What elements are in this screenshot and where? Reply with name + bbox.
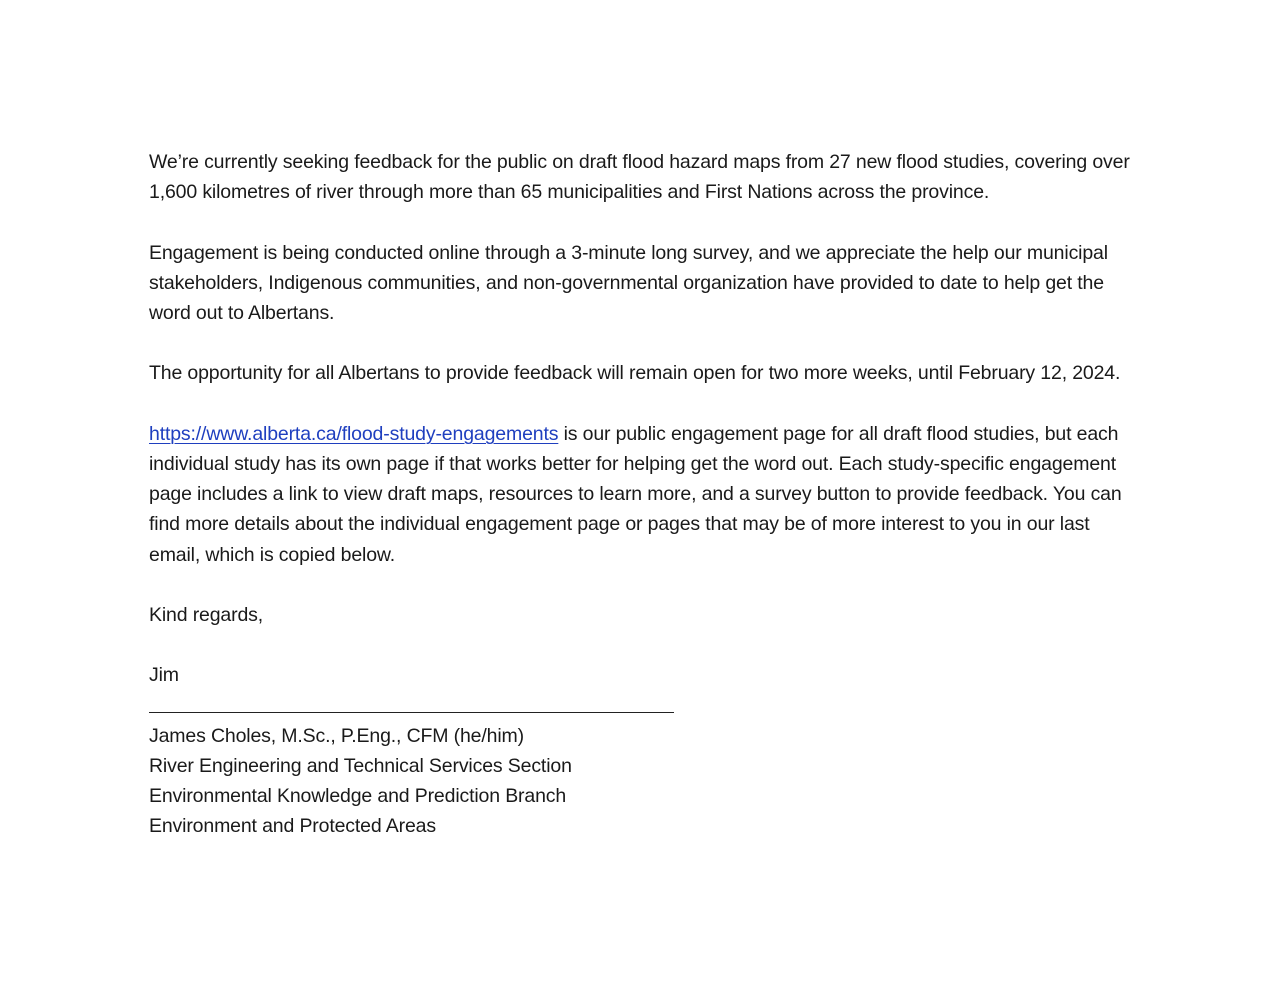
signature-divider	[149, 691, 674, 713]
engagement-page-text: is our public engagement page for all draft flood studies, but each individual study has its own page if that works better for helping get the word out. Each study-specific engagement page includes a link to view draft maps, resources to learn more, and a survey button to provide feedback. You can find more details about the individual engagement page or pages that may be of more interest to you in our last email, which is copied below.	[149, 422, 1122, 566]
signature-branch: Environmental Knowledge and Prediction Branch	[149, 784, 567, 807]
deadline-paragraph: The opportunity for all Albertans to provide feedback will remain open for two more weeks, until February 12, 2024.	[149, 362, 1121, 385]
signature-name: James Choles, M.Sc., P.Eng., CFM (he/him)	[149, 724, 524, 747]
engagement-paragraph: Engagement is being conducted online through a 3-minute long survey, and we appreciate the help our municipal stakeholders, Indigenous communities, and non-governmental organization have provided to date to help get the word out to Albertans.	[149, 241, 1108, 324]
email-body	[149, 147, 1134, 841]
spacer	[149, 389, 1134, 419]
intro-paragraph: We’re currently seeking feedback for the public on draft flood hazard maps from 27 new flood studies, covering over 1,600 kilometres of river through more than 65 municipalities and First Nations across the province.	[149, 151, 1130, 204]
spacer	[149, 570, 1134, 600]
signature-ministry: Environment and Protected Areas	[149, 815, 436, 838]
flood-study-engagements-link[interactable]: https://www.alberta.ca/flood-study-engagements	[149, 422, 559, 445]
signature-section: River Engineering and Technical Services Section	[149, 754, 572, 777]
sender-short-name: Jim	[149, 664, 179, 687]
spacer	[149, 630, 1134, 660]
spacer	[149, 207, 1134, 237]
closing: Kind regards,	[149, 603, 264, 626]
engagement-page-paragraph	[149, 419, 1134, 570]
spacer	[149, 328, 1134, 358]
